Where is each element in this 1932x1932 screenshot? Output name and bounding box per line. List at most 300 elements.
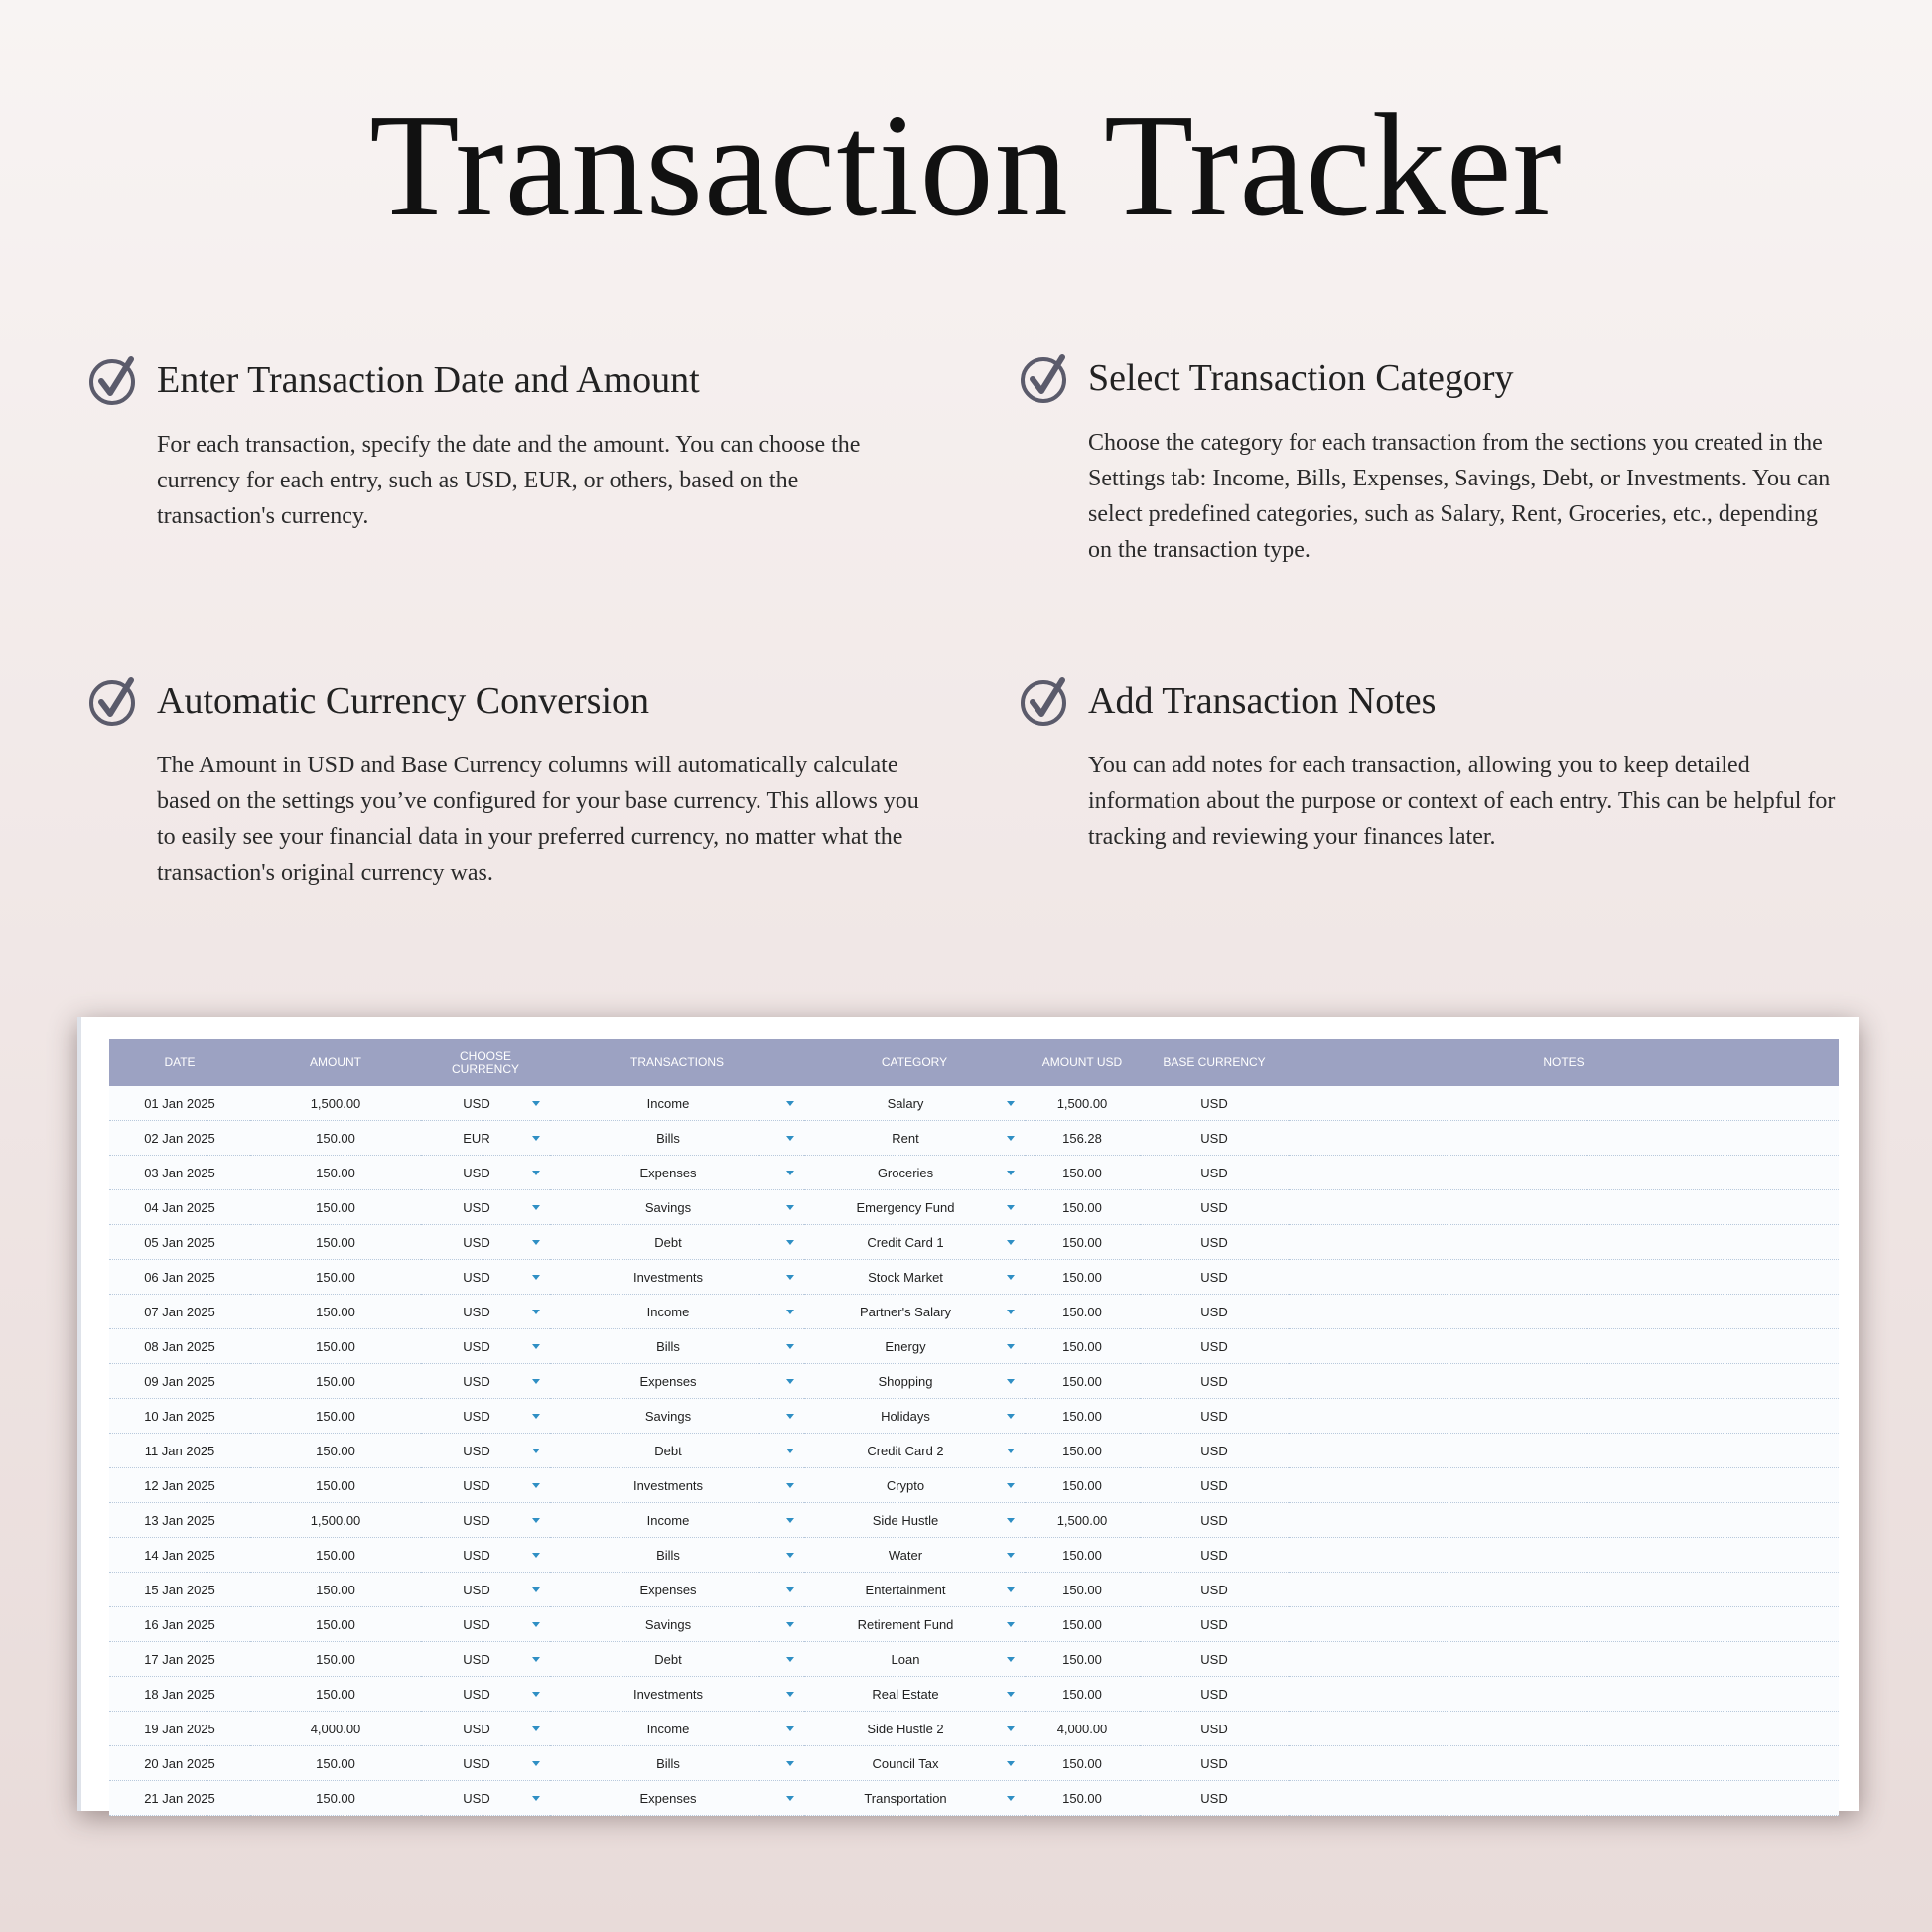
column-header-notes[interactable]: NOTES	[1289, 1039, 1839, 1086]
transaction-dropdown[interactable]	[550, 1548, 804, 1563]
category-dropdown[interactable]	[804, 1374, 1025, 1389]
currency-dropdown[interactable]	[421, 1756, 550, 1771]
dropdown-arrow-icon[interactable]	[786, 1518, 794, 1523]
currency-dropdown[interactable]	[421, 1548, 550, 1563]
cell-category[interactable]	[804, 1781, 1025, 1816]
cell-currency[interactable]	[421, 1434, 550, 1468]
dropdown-arrow-icon[interactable]	[1007, 1136, 1015, 1141]
cell-category[interactable]	[804, 1121, 1025, 1156]
cell-base-currency[interactable]: USD	[1140, 1399, 1289, 1434]
currency-dropdown[interactable]	[421, 1409, 550, 1424]
cell-notes[interactable]	[1289, 1468, 1839, 1503]
currency-dropdown[interactable]	[421, 1478, 550, 1493]
dropdown-arrow-icon[interactable]	[786, 1171, 794, 1175]
transaction-dropdown[interactable]	[550, 1235, 804, 1250]
cell-date[interactable]: 19 Jan 2025	[109, 1712, 250, 1746]
dropdown-arrow-icon[interactable]	[786, 1205, 794, 1210]
cell-date[interactable]: 16 Jan 2025	[109, 1607, 250, 1642]
cell-amount[interactable]: 150.00	[250, 1434, 421, 1468]
cell-category[interactable]	[804, 1295, 1025, 1329]
category-dropdown[interactable]	[804, 1200, 1025, 1215]
transaction-dropdown[interactable]	[550, 1791, 804, 1806]
dropdown-arrow-icon[interactable]	[786, 1136, 794, 1141]
cell-amount-usd[interactable]: 150.00	[1025, 1746, 1140, 1781]
category-dropdown[interactable]	[804, 1166, 1025, 1180]
cell-currency[interactable]	[421, 1399, 550, 1434]
cell-amount[interactable]: 150.00	[250, 1468, 421, 1503]
cell-base-currency[interactable]: USD	[1140, 1746, 1289, 1781]
cell-currency[interactable]	[421, 1329, 550, 1364]
column-header-base-currency[interactable]: BASE CURRENCY	[1140, 1039, 1289, 1086]
cell-base-currency[interactable]: USD	[1140, 1712, 1289, 1746]
cell-transaction[interactable]	[550, 1642, 804, 1677]
cell-transaction[interactable]	[550, 1225, 804, 1260]
cell-amount[interactable]: 150.00	[250, 1781, 421, 1816]
cell-amount-usd[interactable]: 150.00	[1025, 1225, 1140, 1260]
cell-amount-usd[interactable]: 150.00	[1025, 1677, 1140, 1712]
cell-amount[interactable]: 150.00	[250, 1121, 421, 1156]
cell-transaction[interactable]	[550, 1190, 804, 1225]
cell-date[interactable]: 08 Jan 2025	[109, 1329, 250, 1364]
dropdown-arrow-icon[interactable]	[532, 1692, 540, 1697]
dropdown-arrow-icon[interactable]	[786, 1692, 794, 1697]
currency-dropdown[interactable]	[421, 1791, 550, 1806]
cell-date[interactable]: 10 Jan 2025	[109, 1399, 250, 1434]
cell-base-currency[interactable]: USD	[1140, 1260, 1289, 1295]
currency-dropdown[interactable]	[421, 1096, 550, 1111]
dropdown-arrow-icon[interactable]	[1007, 1275, 1015, 1280]
cell-date[interactable]: 11 Jan 2025	[109, 1434, 250, 1468]
dropdown-arrow-icon[interactable]	[532, 1657, 540, 1662]
column-header-date[interactable]: DATE	[109, 1039, 250, 1086]
dropdown-arrow-icon[interactable]	[532, 1275, 540, 1280]
column-header-amount[interactable]: AMOUNT	[250, 1039, 421, 1086]
cell-notes[interactable]	[1289, 1642, 1839, 1677]
cell-category[interactable]	[804, 1538, 1025, 1573]
cell-notes[interactable]	[1289, 1121, 1839, 1156]
cell-date[interactable]: 13 Jan 2025	[109, 1503, 250, 1538]
dropdown-arrow-icon[interactable]	[786, 1622, 794, 1627]
currency-dropdown[interactable]	[421, 1339, 550, 1354]
cell-amount[interactable]: 1,500.00	[250, 1503, 421, 1538]
dropdown-arrow-icon[interactable]	[1007, 1101, 1015, 1106]
currency-dropdown[interactable]	[421, 1131, 550, 1146]
transaction-dropdown[interactable]	[550, 1305, 804, 1319]
dropdown-arrow-icon[interactable]	[786, 1275, 794, 1280]
cell-category[interactable]	[804, 1434, 1025, 1468]
cell-base-currency[interactable]: USD	[1140, 1468, 1289, 1503]
category-dropdown[interactable]	[804, 1305, 1025, 1319]
category-dropdown[interactable]	[804, 1096, 1025, 1111]
dropdown-arrow-icon[interactable]	[532, 1344, 540, 1349]
cell-category[interactable]	[804, 1364, 1025, 1399]
cell-category[interactable]	[804, 1086, 1025, 1121]
dropdown-arrow-icon[interactable]	[532, 1205, 540, 1210]
transaction-dropdown[interactable]	[550, 1339, 804, 1354]
cell-notes[interactable]	[1289, 1260, 1839, 1295]
cell-base-currency[interactable]: USD	[1140, 1225, 1289, 1260]
dropdown-arrow-icon[interactable]	[786, 1553, 794, 1558]
cell-date[interactable]: 14 Jan 2025	[109, 1538, 250, 1573]
cell-amount-usd[interactable]: 150.00	[1025, 1156, 1140, 1190]
dropdown-arrow-icon[interactable]	[1007, 1379, 1015, 1384]
cell-base-currency[interactable]: USD	[1140, 1329, 1289, 1364]
dropdown-arrow-icon[interactable]	[532, 1379, 540, 1384]
cell-category[interactable]	[804, 1746, 1025, 1781]
category-dropdown[interactable]	[804, 1548, 1025, 1563]
dropdown-arrow-icon[interactable]	[532, 1622, 540, 1627]
cell-date[interactable]: 07 Jan 2025	[109, 1295, 250, 1329]
cell-transaction[interactable]	[550, 1121, 804, 1156]
dropdown-arrow-icon[interactable]	[786, 1761, 794, 1766]
cell-base-currency[interactable]: USD	[1140, 1434, 1289, 1468]
cell-amount-usd[interactable]: 150.00	[1025, 1781, 1140, 1816]
cell-category[interactable]	[804, 1468, 1025, 1503]
dropdown-arrow-icon[interactable]	[786, 1587, 794, 1592]
cell-date[interactable]: 21 Jan 2025	[109, 1781, 250, 1816]
dropdown-arrow-icon[interactable]	[1007, 1240, 1015, 1245]
dropdown-arrow-icon[interactable]	[786, 1449, 794, 1453]
cell-amount[interactable]: 150.00	[250, 1190, 421, 1225]
cell-amount[interactable]: 150.00	[250, 1156, 421, 1190]
cell-category[interactable]	[804, 1642, 1025, 1677]
cell-category[interactable]	[804, 1329, 1025, 1364]
transaction-dropdown[interactable]	[550, 1687, 804, 1702]
cell-date[interactable]: 05 Jan 2025	[109, 1225, 250, 1260]
cell-base-currency[interactable]: USD	[1140, 1156, 1289, 1190]
cell-category[interactable]	[804, 1712, 1025, 1746]
cell-amount[interactable]: 150.00	[250, 1329, 421, 1364]
dropdown-arrow-icon[interactable]	[1007, 1622, 1015, 1627]
currency-dropdown[interactable]	[421, 1200, 550, 1215]
dropdown-arrow-icon[interactable]	[1007, 1205, 1015, 1210]
cell-currency[interactable]	[421, 1190, 550, 1225]
currency-dropdown[interactable]	[421, 1652, 550, 1667]
dropdown-arrow-icon[interactable]	[532, 1136, 540, 1141]
cell-notes[interactable]	[1289, 1607, 1839, 1642]
cell-category[interactable]	[804, 1503, 1025, 1538]
dropdown-arrow-icon[interactable]	[1007, 1657, 1015, 1662]
cell-base-currency[interactable]: USD	[1140, 1295, 1289, 1329]
currency-dropdown[interactable]	[421, 1583, 550, 1597]
dropdown-arrow-icon[interactable]	[532, 1483, 540, 1488]
cell-transaction[interactable]	[550, 1260, 804, 1295]
cell-notes[interactable]	[1289, 1503, 1839, 1538]
cell-transaction[interactable]	[550, 1434, 804, 1468]
cell-category[interactable]	[804, 1607, 1025, 1642]
category-dropdown[interactable]	[804, 1756, 1025, 1771]
category-dropdown[interactable]	[804, 1583, 1025, 1597]
cell-amount-usd[interactable]: 150.00	[1025, 1607, 1140, 1642]
dropdown-arrow-icon[interactable]	[1007, 1483, 1015, 1488]
dropdown-arrow-icon[interactable]	[1007, 1761, 1015, 1766]
cell-amount-usd[interactable]: 1,500.00	[1025, 1503, 1140, 1538]
transaction-dropdown[interactable]	[550, 1131, 804, 1146]
cell-currency[interactable]	[421, 1468, 550, 1503]
dropdown-arrow-icon[interactable]	[786, 1310, 794, 1314]
cell-notes[interactable]	[1289, 1677, 1839, 1712]
cell-currency[interactable]	[421, 1573, 550, 1607]
cell-transaction[interactable]	[550, 1295, 804, 1329]
cell-notes[interactable]	[1289, 1225, 1839, 1260]
cell-base-currency[interactable]: USD	[1140, 1121, 1289, 1156]
transaction-dropdown[interactable]	[550, 1444, 804, 1458]
cell-notes[interactable]	[1289, 1573, 1839, 1607]
cell-base-currency[interactable]: USD	[1140, 1607, 1289, 1642]
cell-base-currency[interactable]: USD	[1140, 1573, 1289, 1607]
cell-amount[interactable]: 150.00	[250, 1538, 421, 1573]
cell-transaction[interactable]	[550, 1573, 804, 1607]
transaction-dropdown[interactable]	[550, 1270, 804, 1285]
cell-currency[interactable]	[421, 1156, 550, 1190]
dropdown-arrow-icon[interactable]	[786, 1483, 794, 1488]
cell-category[interactable]	[804, 1225, 1025, 1260]
cell-amount-usd[interactable]: 150.00	[1025, 1364, 1140, 1399]
cell-transaction[interactable]	[550, 1399, 804, 1434]
cell-amount[interactable]: 150.00	[250, 1364, 421, 1399]
cell-date[interactable]: 17 Jan 2025	[109, 1642, 250, 1677]
cell-category[interactable]	[804, 1260, 1025, 1295]
cell-amount[interactable]: 150.00	[250, 1642, 421, 1677]
transaction-dropdown[interactable]	[550, 1722, 804, 1736]
cell-currency[interactable]	[421, 1364, 550, 1399]
transaction-dropdown[interactable]	[550, 1478, 804, 1493]
dropdown-arrow-icon[interactable]	[532, 1761, 540, 1766]
cell-transaction[interactable]	[550, 1746, 804, 1781]
dropdown-arrow-icon[interactable]	[1007, 1553, 1015, 1558]
cell-transaction[interactable]	[550, 1156, 804, 1190]
cell-amount-usd[interactable]: 4,000.00	[1025, 1712, 1140, 1746]
cell-amount-usd[interactable]: 150.00	[1025, 1573, 1140, 1607]
cell-currency[interactable]	[421, 1503, 550, 1538]
cell-amount[interactable]: 150.00	[250, 1607, 421, 1642]
dropdown-arrow-icon[interactable]	[1007, 1726, 1015, 1731]
dropdown-arrow-icon[interactable]	[532, 1101, 540, 1106]
cell-date[interactable]: 12 Jan 2025	[109, 1468, 250, 1503]
dropdown-arrow-icon[interactable]	[532, 1796, 540, 1801]
transaction-dropdown[interactable]	[550, 1166, 804, 1180]
dropdown-arrow-icon[interactable]	[532, 1414, 540, 1419]
cell-currency[interactable]	[421, 1086, 550, 1121]
cell-notes[interactable]	[1289, 1156, 1839, 1190]
dropdown-arrow-icon[interactable]	[532, 1726, 540, 1731]
category-dropdown[interactable]	[804, 1131, 1025, 1146]
dropdown-arrow-icon[interactable]	[532, 1518, 540, 1523]
cell-amount[interactable]: 150.00	[250, 1260, 421, 1295]
cell-base-currency[interactable]: USD	[1140, 1190, 1289, 1225]
cell-amount-usd[interactable]: 150.00	[1025, 1295, 1140, 1329]
category-dropdown[interactable]	[804, 1513, 1025, 1528]
dropdown-arrow-icon[interactable]	[532, 1587, 540, 1592]
cell-notes[interactable]	[1289, 1086, 1839, 1121]
cell-notes[interactable]	[1289, 1712, 1839, 1746]
cell-base-currency[interactable]: USD	[1140, 1086, 1289, 1121]
transaction-dropdown[interactable]	[550, 1756, 804, 1771]
cell-transaction[interactable]	[550, 1677, 804, 1712]
cell-category[interactable]	[804, 1573, 1025, 1607]
dropdown-arrow-icon[interactable]	[786, 1726, 794, 1731]
cell-amount[interactable]: 150.00	[250, 1573, 421, 1607]
dropdown-arrow-icon[interactable]	[1007, 1414, 1015, 1419]
currency-dropdown[interactable]	[421, 1617, 550, 1632]
cell-date[interactable]: 02 Jan 2025	[109, 1121, 250, 1156]
dropdown-arrow-icon[interactable]	[786, 1344, 794, 1349]
dropdown-arrow-icon[interactable]	[532, 1449, 540, 1453]
currency-dropdown[interactable]	[421, 1270, 550, 1285]
cell-currency[interactable]	[421, 1712, 550, 1746]
cell-base-currency[interactable]: USD	[1140, 1364, 1289, 1399]
dropdown-arrow-icon[interactable]	[786, 1240, 794, 1245]
cell-currency[interactable]	[421, 1781, 550, 1816]
cell-date[interactable]: 03 Jan 2025	[109, 1156, 250, 1190]
category-dropdown[interactable]	[804, 1791, 1025, 1806]
cell-date[interactable]: 04 Jan 2025	[109, 1190, 250, 1225]
cell-currency[interactable]	[421, 1607, 550, 1642]
cell-amount-usd[interactable]: 150.00	[1025, 1190, 1140, 1225]
transaction-dropdown[interactable]	[550, 1617, 804, 1632]
dropdown-arrow-icon[interactable]	[1007, 1310, 1015, 1314]
cell-amount-usd[interactable]: 150.00	[1025, 1538, 1140, 1573]
category-dropdown[interactable]	[804, 1617, 1025, 1632]
currency-dropdown[interactable]	[421, 1513, 550, 1528]
cell-transaction[interactable]	[550, 1607, 804, 1642]
cell-category[interactable]	[804, 1190, 1025, 1225]
cell-transaction[interactable]	[550, 1538, 804, 1573]
cell-currency[interactable]	[421, 1260, 550, 1295]
transaction-dropdown[interactable]	[550, 1200, 804, 1215]
cell-base-currency[interactable]: USD	[1140, 1503, 1289, 1538]
cell-transaction[interactable]	[550, 1712, 804, 1746]
currency-dropdown[interactable]	[421, 1166, 550, 1180]
category-dropdown[interactable]	[804, 1722, 1025, 1736]
cell-date[interactable]: 20 Jan 2025	[109, 1746, 250, 1781]
category-dropdown[interactable]	[804, 1444, 1025, 1458]
cell-notes[interactable]	[1289, 1538, 1839, 1573]
cell-notes[interactable]	[1289, 1329, 1839, 1364]
transaction-dropdown[interactable]	[550, 1513, 804, 1528]
cell-amount-usd[interactable]: 150.00	[1025, 1399, 1140, 1434]
dropdown-arrow-icon[interactable]	[532, 1240, 540, 1245]
cell-transaction[interactable]	[550, 1503, 804, 1538]
cell-date[interactable]: 15 Jan 2025	[109, 1573, 250, 1607]
cell-notes[interactable]	[1289, 1399, 1839, 1434]
currency-dropdown[interactable]	[421, 1722, 550, 1736]
cell-transaction[interactable]	[550, 1086, 804, 1121]
cell-amount-usd[interactable]: 150.00	[1025, 1642, 1140, 1677]
cell-category[interactable]	[804, 1677, 1025, 1712]
cell-amount[interactable]: 150.00	[250, 1677, 421, 1712]
cell-date[interactable]: 06 Jan 2025	[109, 1260, 250, 1295]
cell-amount-usd[interactable]: 150.00	[1025, 1468, 1140, 1503]
cell-notes[interactable]	[1289, 1364, 1839, 1399]
cell-date[interactable]: 01 Jan 2025	[109, 1086, 250, 1121]
cell-amount-usd[interactable]: 150.00	[1025, 1260, 1140, 1295]
cell-currency[interactable]	[421, 1538, 550, 1573]
cell-currency[interactable]	[421, 1746, 550, 1781]
cell-notes[interactable]	[1289, 1746, 1839, 1781]
transaction-dropdown[interactable]	[550, 1583, 804, 1597]
category-dropdown[interactable]	[804, 1652, 1025, 1667]
cell-currency[interactable]	[421, 1225, 550, 1260]
cell-amount-usd[interactable]: 150.00	[1025, 1434, 1140, 1468]
cell-category[interactable]	[804, 1156, 1025, 1190]
category-dropdown[interactable]	[804, 1235, 1025, 1250]
column-header-amount-usd[interactable]: AMOUNT USD	[1025, 1039, 1140, 1086]
dropdown-arrow-icon[interactable]	[786, 1379, 794, 1384]
cell-currency[interactable]	[421, 1121, 550, 1156]
currency-dropdown[interactable]	[421, 1374, 550, 1389]
cell-date[interactable]: 18 Jan 2025	[109, 1677, 250, 1712]
category-dropdown[interactable]	[804, 1478, 1025, 1493]
transaction-dropdown[interactable]	[550, 1409, 804, 1424]
cell-transaction[interactable]	[550, 1364, 804, 1399]
cell-amount[interactable]: 1,500.00	[250, 1086, 421, 1121]
cell-transaction[interactable]	[550, 1781, 804, 1816]
transaction-dropdown[interactable]	[550, 1096, 804, 1111]
dropdown-arrow-icon[interactable]	[1007, 1449, 1015, 1453]
cell-currency[interactable]	[421, 1677, 550, 1712]
cell-transaction[interactable]	[550, 1468, 804, 1503]
currency-dropdown[interactable]	[421, 1305, 550, 1319]
cell-base-currency[interactable]: USD	[1140, 1642, 1289, 1677]
dropdown-arrow-icon[interactable]	[1007, 1518, 1015, 1523]
dropdown-arrow-icon[interactable]	[786, 1414, 794, 1419]
dropdown-arrow-icon[interactable]	[1007, 1692, 1015, 1697]
currency-dropdown[interactable]	[421, 1235, 550, 1250]
cell-amount-usd[interactable]: 150.00	[1025, 1329, 1140, 1364]
transaction-dropdown[interactable]	[550, 1652, 804, 1667]
cell-currency[interactable]	[421, 1295, 550, 1329]
cell-currency[interactable]	[421, 1642, 550, 1677]
column-header-category[interactable]: CATEGORY	[804, 1039, 1025, 1086]
dropdown-arrow-icon[interactable]	[1007, 1344, 1015, 1349]
category-dropdown[interactable]	[804, 1339, 1025, 1354]
cell-base-currency[interactable]: USD	[1140, 1538, 1289, 1573]
cell-base-currency[interactable]: USD	[1140, 1677, 1289, 1712]
cell-amount[interactable]: 150.00	[250, 1225, 421, 1260]
column-header-currency[interactable]	[421, 1039, 550, 1086]
dropdown-arrow-icon[interactable]	[786, 1101, 794, 1106]
dropdown-arrow-icon[interactable]	[1007, 1171, 1015, 1175]
dropdown-arrow-icon[interactable]	[786, 1796, 794, 1801]
category-dropdown[interactable]	[804, 1270, 1025, 1285]
cell-amount[interactable]: 4,000.00	[250, 1712, 421, 1746]
dropdown-arrow-icon[interactable]	[786, 1657, 794, 1662]
cell-transaction[interactable]	[550, 1329, 804, 1364]
cell-amount[interactable]: 150.00	[250, 1746, 421, 1781]
cell-notes[interactable]	[1289, 1434, 1839, 1468]
dropdown-arrow-icon[interactable]	[1007, 1796, 1015, 1801]
cell-notes[interactable]	[1289, 1781, 1839, 1816]
dropdown-arrow-icon[interactable]	[532, 1171, 540, 1175]
dropdown-arrow-icon[interactable]	[532, 1310, 540, 1314]
dropdown-arrow-icon[interactable]	[532, 1553, 540, 1558]
currency-dropdown[interactable]	[421, 1687, 550, 1702]
cell-base-currency[interactable]: USD	[1140, 1781, 1289, 1816]
cell-notes[interactable]	[1289, 1190, 1839, 1225]
cell-amount[interactable]: 150.00	[250, 1295, 421, 1329]
transaction-dropdown[interactable]	[550, 1374, 804, 1389]
dropdown-arrow-icon[interactable]	[1007, 1587, 1015, 1592]
category-dropdown[interactable]	[804, 1687, 1025, 1702]
category-dropdown[interactable]	[804, 1409, 1025, 1424]
cell-amount-usd[interactable]: 156.28	[1025, 1121, 1140, 1156]
cell-amount-usd[interactable]: 1,500.00	[1025, 1086, 1140, 1121]
column-header-transactions[interactable]: TRANSACTIONS	[550, 1039, 804, 1086]
cell-notes[interactable]	[1289, 1295, 1839, 1329]
cell-category[interactable]	[804, 1399, 1025, 1434]
cell-amount[interactable]: 150.00	[250, 1399, 421, 1434]
